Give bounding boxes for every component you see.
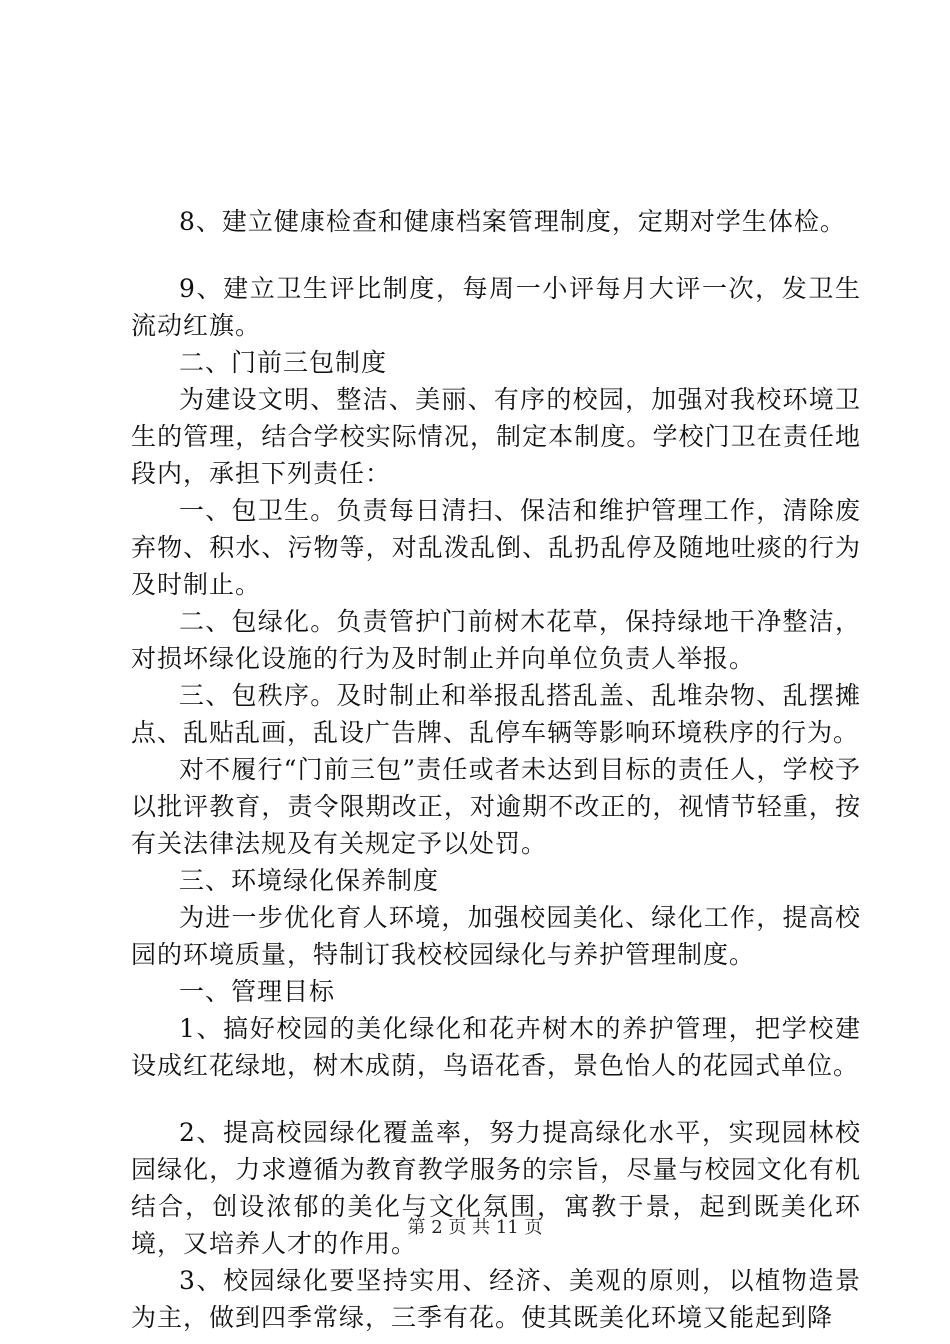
paragraph-penalty: 对不履行“门前三包”责任或者未达到目标的责任人，学校予以批评教育，责令限期改正，对逾期不改正的，视情节轻重，按有关法律法规及有关规定予以处罚。 xyxy=(131,755,861,858)
page-number-footer: 第 2 页 共 11 页 xyxy=(407,1217,543,1238)
paragraph-hygiene: 一、包卫生。负责每日清扫、保洁和维护管理工作，清除废弃物、积水、污物等，对乱泼乱倒、乱扔乱停及随地吐痰的行为及时制止。 xyxy=(131,496,861,599)
paragraph-goal-3: 3、校园绿化要坚持实用、经济、美观的原则，以植物造景为主，做到四季常绿，三季有花。使其既美化环境又能起到降 xyxy=(131,1266,861,1332)
section-heading-door-three: 二、门前三包制度 xyxy=(179,348,388,377)
subsection-heading-goals: 一、管理目标 xyxy=(179,977,336,1006)
paragraph-intro: 为建设文明、整洁、美丽、有序的校园，加强对我校环境卫生的管理，结合学校实际情况，制定本制度。学校门卫在责任地段内，承担下列责任： xyxy=(131,385,861,488)
paragraph-item-9: 9、建立卫生评比制度，每周一小评每月大评一次，发卫生流动红旗。 xyxy=(131,274,861,340)
paragraph-greening: 二、包绿化。负责管护门前树木花草，保持绿地干净整洁，对损坏绿化设施的行为及时制止并向单位负责人举报。 xyxy=(131,607,861,673)
paragraph-goal-1: 1、搞好校园的美化绿化和花卉树木的养护管理，把学校建设成红花绿地，树木成荫，鸟语花香，景色怡人的花园式单位。 xyxy=(131,1014,861,1080)
paragraph-greening-intro: 为进一步优化育人环境，加强校园美化、绿化工作，提高校园的环境质量，特制订我校校园绿化与养护管理制度。 xyxy=(131,903,861,969)
paragraph-goal-2: 2、提高校园绿化覆盖率，努力提高绿化水平，实现园林校园绿化，力求遵循为教育教学服务的宗旨，尽量与校园文化有机结合，创设浓郁的美化与文化氛围，寓教于景，起到既美化环境，又培养人才的作用。 xyxy=(131,1118,861,1258)
paragraph-gap xyxy=(131,1084,861,1114)
section-heading-greening: 三、环境绿化保养制度 xyxy=(179,866,440,895)
paragraph-gap xyxy=(131,240,861,270)
document-body xyxy=(131,203,861,1336)
paragraph-item-8: 8、建立健康检查和健康档案管理制度，定期对学生体检。 xyxy=(179,207,846,236)
paragraph-order: 三、包秩序。及时制止和举报乱搭乱盖、乱堆杂物、乱摆摊点、乱贴乱画，乱设广告牌、乱停车辆等影响环境秩序的行为。 xyxy=(131,681,861,747)
